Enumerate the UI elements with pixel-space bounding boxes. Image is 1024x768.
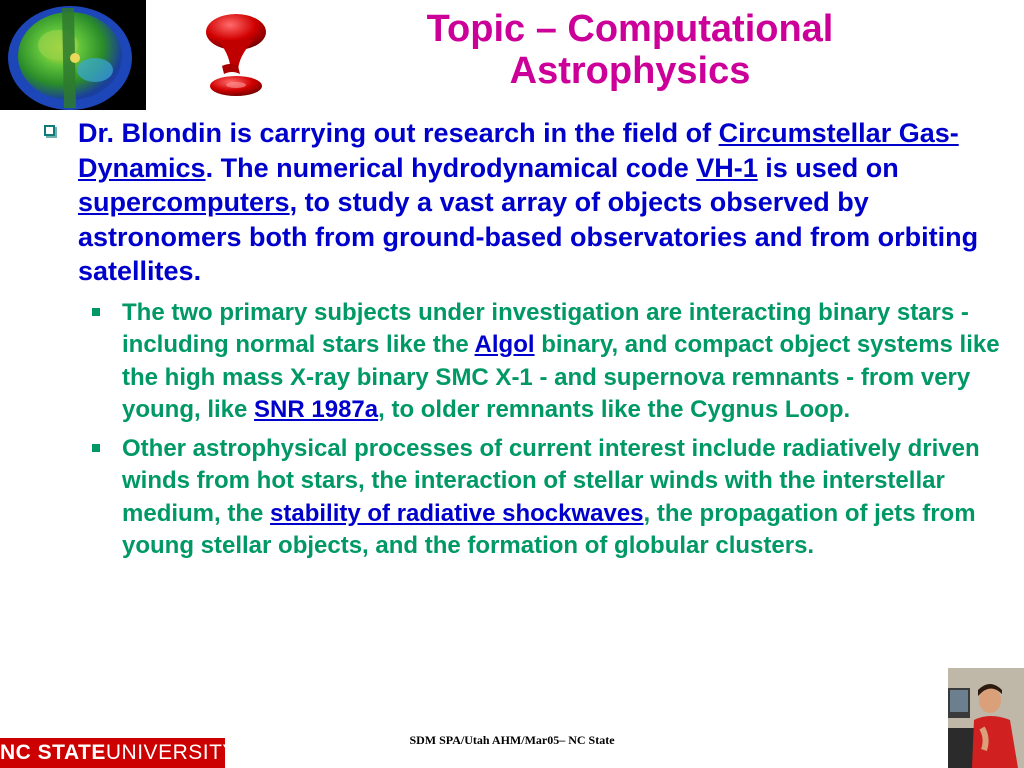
sub-bullet-text: binary, and compact object systems like the high mass X-ray binary SMC X-1 - and supernova remnants - from very young, like <box>122 331 1000 423</box>
snr-1987a-link[interactable]: SNR 1987a <box>254 396 379 423</box>
sub-bullet-text: , to older remnants like the Cygnus Loop. <box>378 396 851 423</box>
supercomputers-link[interactable]: supercomputers <box>78 187 290 217</box>
title-line-1: Topic – Computational <box>426 8 834 50</box>
algol-link[interactable]: Algol <box>474 331 535 358</box>
logo-bold-text: NC STATE <box>0 741 106 764</box>
sub-bullet-list <box>40 297 1000 563</box>
square-bullet-icon <box>92 444 100 452</box>
title-line-2: Astrophysics <box>509 50 751 92</box>
vh-1-link[interactable]: VH-1 <box>696 152 758 183</box>
footer-text: SDM SPA/Utah AHM/Mar05– NC State <box>409 733 615 747</box>
main-bullet-item <box>40 116 1000 289</box>
sub-bullet-text: Other astrophysical processes of current interest include radiatively driven winds from hot stars, the interaction of stellar winds with the interstellar medium, the <box>122 434 980 527</box>
circumstellar-gas-dynamics-link[interactable]: Circumstellar Gas-Dynamics <box>78 118 959 183</box>
square-bullet-icon <box>92 308 100 316</box>
slide-title <box>330 8 930 92</box>
hollow-square-bullet-icon <box>44 125 55 136</box>
researcher-photo <box>948 668 1024 768</box>
sub-bullet-text: , the propagation of jets from young stellar objects, and the formation of globular clusters. <box>122 499 976 559</box>
slide-body <box>40 116 1000 563</box>
sub-bullet-item <box>122 433 1000 563</box>
ncsu-logo <box>0 738 237 768</box>
bullet-text: , to study a vast array of objects observed by astronomers both from ground-based observatories and from orbiting satellites. <box>78 187 979 286</box>
sub-bullet-item <box>122 297 1000 427</box>
funnel-visualization-image <box>198 10 272 102</box>
sub-bullet-text: The two primary subjects under investigation are interacting binary stars - including normal stars like the <box>122 298 969 358</box>
simulation-image <box>0 0 146 110</box>
bullet-text: Dr. Blondin is carrying out research in the field of <box>78 118 719 148</box>
stability-of-radiative-shockwaves-link[interactable]: stability of radiative shockwaves <box>270 499 644 527</box>
bullet-text: is used on <box>757 152 899 183</box>
bullet-text: . The numerical hydrodynamical code <box>205 152 697 183</box>
logo-light-text: UNIVERSITY <box>105 741 237 764</box>
